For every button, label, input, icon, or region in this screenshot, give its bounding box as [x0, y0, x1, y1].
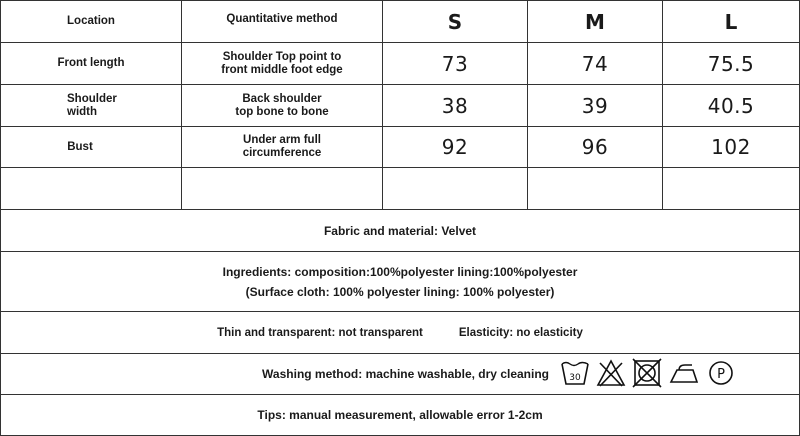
method-line: front middle foot edge [221, 63, 343, 76]
transparency-elasticity-info [1, 312, 799, 353]
washing-info: Washing method: machine washable, dry cleaning [262, 367, 549, 381]
row-bust-method [182, 127, 382, 167]
method-line: top bone to bone [235, 105, 329, 118]
row-front-length-l: 75.5 [707, 51, 755, 76]
grid-line [0, 167, 800, 168]
dry-clean-letter: P [717, 367, 725, 382]
row-front-length-s: 73 [441, 51, 469, 76]
transparency-text: Thin and transparent: not transparent [217, 326, 423, 339]
method-line: Back shoulder [242, 92, 322, 105]
wash-temp-label: 30 [569, 373, 581, 383]
row-bust-m: 96 [581, 135, 609, 159]
ingredients-line: (Surface cloth: 100% polyester lining: 100% polyester) [245, 284, 555, 299]
method-line: circumference [242, 147, 322, 159]
row-front-length-m: 74 [581, 51, 609, 76]
no-bleach-icon [596, 358, 626, 388]
row-shoulder-l: 40.5 [707, 93, 755, 118]
row-shoulder-s: 38 [441, 93, 469, 118]
row-shoulder-m: 39 [581, 93, 609, 118]
no-tumble-dry-icon [632, 358, 662, 388]
header-location: Location [67, 15, 115, 27]
dry-clean-icon [706, 358, 736, 388]
location-line: Shoulder [67, 92, 117, 105]
location-line: width [67, 105, 98, 118]
header-method: Quantitative method [226, 12, 338, 25]
elasticity-text: Elasticity: no elasticity [458, 326, 583, 339]
header-size-m: M [585, 9, 605, 34]
method-line: Shoulder Top point to [222, 50, 342, 63]
care-icons [560, 358, 736, 388]
row-shoulder-method [182, 85, 382, 126]
ingredients-info [1, 252, 799, 311]
header-size-s: S [447, 9, 463, 34]
method-line: Under arm full [243, 134, 321, 146]
wash-30-icon [560, 358, 590, 388]
tips-info: Tips: manual measurement, allowable error 1-2cm [257, 408, 543, 422]
row-front-length-method [182, 43, 382, 84]
row-front-length-location: Front length [57, 57, 125, 69]
header-size-l: L [724, 9, 738, 34]
row-bust-s: 92 [441, 135, 469, 159]
row-shoulder-location [1, 85, 151, 126]
row-bust-l: 102 [711, 135, 751, 159]
row-bust-location: Bust [67, 140, 93, 153]
fabric-info: Fabric and material: Velvet [323, 223, 477, 238]
iron-icon [668, 358, 700, 388]
ingredients-line: Ingredients: composition:100%polyester lining:100%polyester [222, 264, 578, 279]
